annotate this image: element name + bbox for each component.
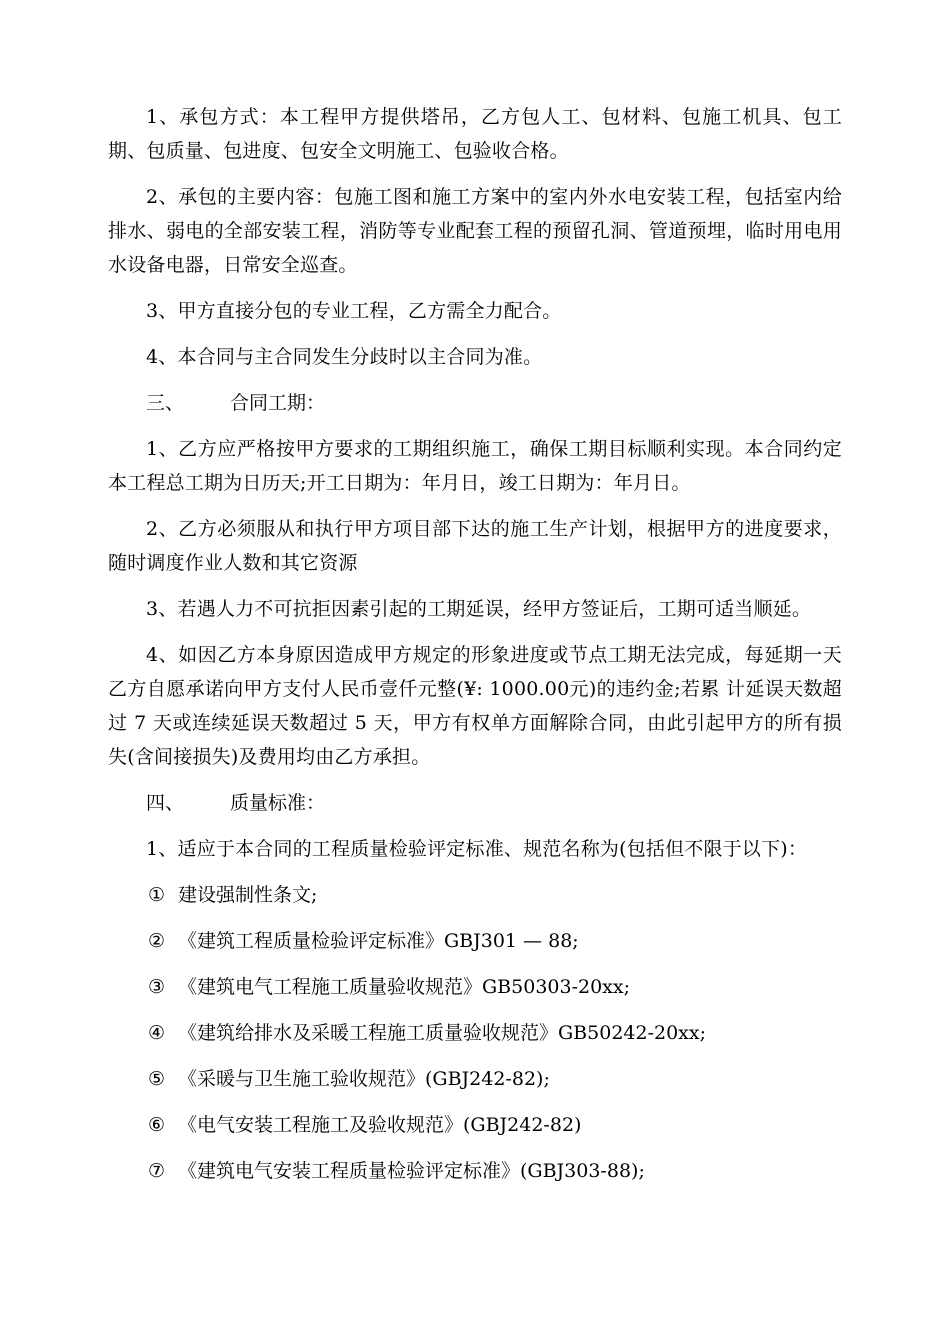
- standard-text: 《建筑电气工程施工质量验收规范》GB50303-20xx;: [178, 976, 631, 998]
- list-marker: ③: [148, 976, 166, 998]
- list-marker: ②: [148, 930, 166, 952]
- clause-paragraph: 1、适应于本合同的工程质量检验评定标准、规范名称为(包括但不限于以下)：: [146, 838, 808, 860]
- standard-item: [108, 1154, 842, 1188]
- clause-paragraph: 4、如因乙方本身原因造成甲方规定的形象进度或节点工期无法完成，每延期一天乙方自愿承诺向甲方支付人民币壹仟元整(¥: 1000.00元)的违约金;若累 计延误天数超过 7 天或连续延误天数超过 5 天，甲方有权单方面解除合同，由此引起甲方的所有损失(含间接损失)及费用均由乙方承担。: [108, 644, 842, 768]
- standard-text: 《电气安装工程施工及验收规范》(GBJ242-82): [178, 1114, 582, 1136]
- standard-text: 《建筑电气安装工程质量检验评定标准》(GBJ303-88);: [178, 1160, 645, 1182]
- standard-item: [108, 1016, 842, 1050]
- standard-item: [108, 1062, 842, 1096]
- standard-text: 《建筑工程质量检验评定标准》GBJ301 — 88;: [178, 930, 579, 952]
- list-marker: ⑤: [148, 1068, 166, 1090]
- list-marker: ⑦: [148, 1160, 166, 1182]
- standard-item: [108, 970, 842, 1004]
- section-number: 四、: [146, 792, 185, 814]
- standard-item: [108, 878, 842, 912]
- standard-text: 《采暖与卫生施工验收规范》(GBJ242-82);: [178, 1068, 550, 1090]
- list-marker: ①: [148, 884, 166, 906]
- clause-paragraph: 2、乙方必须服从和执行甲方项目部下达的施工生产计划，根据甲方的进度要求，随时调度作业人数和其它资源: [108, 518, 842, 574]
- clause-paragraph: 1、乙方应严格按甲方要求的工期组织施工，确保工期目标顺利实现。本合同约定本工程总工期为日历天;开工日期为：年月日，竣工日期为：年月日。: [108, 438, 842, 494]
- clause-paragraph: 3、甲方直接分包的专业工程，乙方需全力配合。: [146, 300, 562, 322]
- section-heading-schedule: [108, 386, 842, 420]
- standard-item: [108, 1108, 842, 1142]
- list-marker: ⑥: [148, 1114, 166, 1136]
- clause-paragraph: 3、若遇人力不可抗拒因素引起的工期延误，经甲方签证后，工期可适当顺延。: [146, 598, 812, 620]
- clause-paragraph: 4、本合同与主合同发生分歧时以主合同为准。: [146, 346, 543, 368]
- document-body: [108, 100, 842, 1200]
- section-title: 合同工期：: [230, 392, 326, 414]
- standard-text: 建设强制性条文;: [178, 884, 318, 906]
- section-number: 三、: [146, 392, 185, 414]
- section-title: 质量标准：: [230, 792, 326, 814]
- clause-paragraph: 1、承包方式：本工程甲方提供塔吊，乙方包人工、包材料、包施工机具、包工期、包质量、包进度、包安全文明施工、包验收合格。: [108, 106, 842, 162]
- standard-text: 《建筑给排水及采暖工程施工质量验收规范》GB50242-20xx;: [178, 1022, 707, 1044]
- list-marker: ④: [148, 1022, 166, 1044]
- section-heading-quality: [108, 786, 842, 820]
- standards-list: [108, 878, 842, 1188]
- standard-item: [108, 924, 842, 958]
- clause-paragraph: 2、承包的主要内容：包施工图和施工方案中的室内外水电安装工程，包括室内给排水、弱电的全部安装工程，消防等专业配套工程的预留孔洞、管道预埋，临时用电用水设备电器，日常安全巡查。: [108, 186, 842, 276]
